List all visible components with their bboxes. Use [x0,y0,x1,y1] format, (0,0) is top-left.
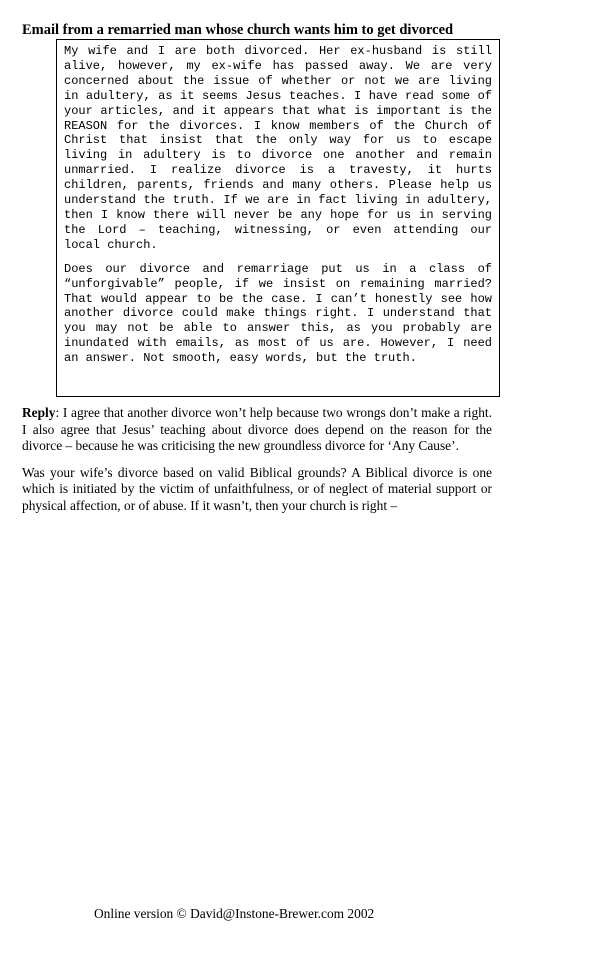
email-quote-box [56,39,500,397]
reply-paragraph-1 [22,405,492,455]
reply-paragraph-2: Was your wife’s divorce based on valid Biblical grounds? A Biblical divorce is one which is initiated by the victim of unfaithfulness, or of neglect of material support or physical affection, or of abuse. If it wasn’t, then your church is right – [22,464,492,513]
email-paragraph-2: Does our divorce and remarriage put us in a class of “unforgivable” people, if we insist on remaining married? That would appear to be the case. I can’t honestly see how another divorce could make things right. I understand that you may not be able to answer this, as you probably are inundated with emails, as most of us are. However, I need an answer. Not smooth, easy words, but the truth. [64,261,492,366]
email-paragraph-1: My wife and I are both divorced. Her ex-husband is still alive, however, my ex-wife has passed away. We are very concerned about the issue of whether or not we are living in adultery, as it seems Jesus teaches. I have read some of your articles, and it appears that what is important is the REASON for the divorces. I know members of the Church of Christ that insist that the only way for us to escape living in adultery is to divorce one another and remain unmarried. I realize divorce is a travesty, it hurts children, parents, friends and many others. Please help us understand the truth. If we are in fact living in adultery, then I know there will never be any hope for us in serving the Lord – teaching, witnessing, or even attending our local church. [64,44,492,252]
footer-copyright: Online version © David@Instone-Brewer.com 2002 [94,906,375,921]
page-title: Email from a remarried man whose church wants him to get divorced [22,22,454,38]
reply-section [22,405,492,514]
reply-label: Reply [22,405,56,420]
reply-paragraph-1-text: : I agree that another divorce won’t help because two wrongs don’t make a right. I also agree that Jesus’ teaching about divorce does depend on the reason for the divorce – because he was criticising the new groundless divorce for ‘Any Cause’. [22,405,492,453]
